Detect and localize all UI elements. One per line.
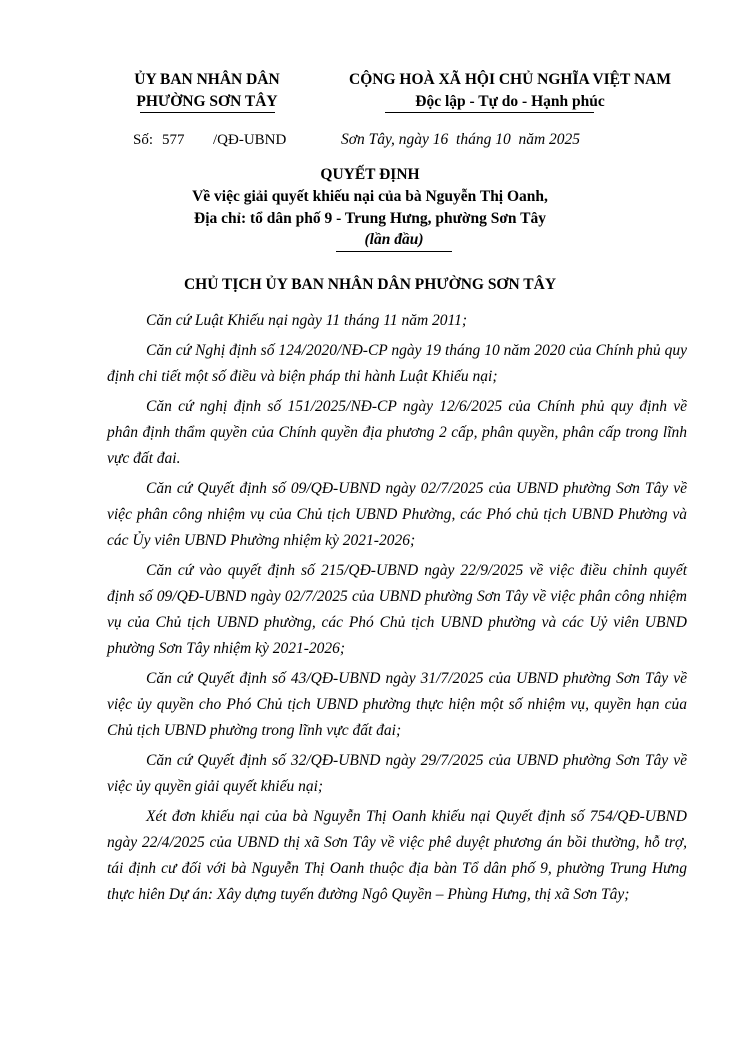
authority-heading: CHỦ TỊCH ỦY BAN NHÂN DÂN PHƯỜNG SƠN TÂY xyxy=(183,276,557,293)
nation-line-1: CỘNG HOÀ XÃ HỘI CHỦ NGHĨA VIỆT NAM xyxy=(349,71,671,88)
issue-date xyxy=(341,131,580,149)
paragraph: Căn cứ Quyết định số 09/QĐ-UBND ngày 02/7/2025 của UBND phường Sơn Tây về việc phân công nhiệm vụ của Chủ tịch UBND Phường, các Phó chủ tịch UBND Phường và các Ủy viên UBND Phường nhiệm kỳ 2021-2026; xyxy=(107,480,687,549)
decision-title: QUYẾT ĐỊNH xyxy=(320,166,420,183)
national-heading xyxy=(300,69,720,113)
paragraph: Căn cứ Nghị định số 124/2020/NĐ-CP ngày 19 tháng 10 năm 2020 của Chính phủ quy định chi tiết một số điều và biện pháp thi hành Luật Khiếu nại; xyxy=(107,342,687,385)
decision-subject-1: Về việc giải quyết khiếu nại của bà Nguyễn Thị Oanh, xyxy=(192,188,548,205)
date-month: 10 xyxy=(495,131,511,148)
paragraph: Căn cứ Quyết định số 32/QĐ-UBND ngày 29/7/2025 của UBND phường Sơn Tây về việc ủy quyền giải quyết khiếu nại; xyxy=(107,752,687,795)
nation-line-2: Độc lập - Tự do - Hạnh phúc xyxy=(415,93,605,110)
date-day: 16 xyxy=(432,131,449,148)
paragraph: Căn cứ Quyết định số 43/QĐ-UBND ngày 31/7/2025 của UBND phường Sơn Tây về việc ủy quyền cho Phó Chủ tịch UBND phường thực hiện một số nhiệm vụ, quyền hạn của Chủ tịch UBND phường trong lĩnh vực đất đai; xyxy=(107,670,687,739)
issuing-authority xyxy=(104,69,310,113)
document-number: 577 xyxy=(162,132,185,148)
date-prefix: Sơn Tây, ngày xyxy=(341,131,429,148)
document-number-suffix: /QĐ-UBND xyxy=(213,132,287,148)
motto-underline xyxy=(385,112,594,113)
decision-subject-2: Địa chỉ: tổ dân phố 9 - Trung Hưng, phường Sơn Tây xyxy=(194,210,546,227)
paragraph: Xét đơn khiếu nại của bà Nguyễn Thị Oanh khiếu nại Quyết định số 754/QĐ-UBND ngày 22/4/2025 của UBND thị xã Sơn Tây về việc phê duyệt phương án bồi thường, hỗ trợ, tái định cư đối với bà Nguyễn Thị Oanh thuộc địa bàn Tổ dân phố 9, phường Trung Hưng thực hiên Dự án: Xây dựng tuyến đường Ngô Quyền – Phùng Hưng, thị xã Sơn Tây; xyxy=(107,808,687,903)
paragraph: Căn cứ Luật Khiếu nại ngày 11 tháng 11 năm 2011; xyxy=(146,312,468,329)
paragraph: Căn cứ nghị định số 151/2025/NĐ-CP ngày 12/6/2025 của Chính phủ quy định về phân định thẩm quyền của Chính quyền địa phương 2 cấp, phân quyền, phân cấp trong lĩnh vực đất đai. xyxy=(107,398,687,467)
date-month-label: tháng xyxy=(456,131,492,148)
document-number-label: Số: xyxy=(133,132,154,148)
paragraph: Căn cứ vào quyết định số 215/QĐ-UBND ngày 22/9/2025 về việc điều chỉnh quyết định số 09/QĐ-UBND ngày 02/7/2025 của UBND phường Sơn Tây về việc phân công nhiệm vụ của Chủ tịch UBND phường, các Phó Chủ tịch UBND phường và các Uỷ viên UBND phường Sơn Tây nhiệm kỳ 2021-2026; xyxy=(107,562,687,657)
org-line-2: PHƯỜNG SƠN TÂY xyxy=(136,93,278,110)
decision-subject-3: (lần đầu) xyxy=(364,231,424,248)
legal-basis xyxy=(107,308,687,912)
org-line-1: ỦY BAN NHÂN DÂN xyxy=(134,71,280,88)
org-underline xyxy=(140,112,275,113)
subject-underline xyxy=(336,251,452,252)
date-year: năm 2025 xyxy=(518,131,581,148)
